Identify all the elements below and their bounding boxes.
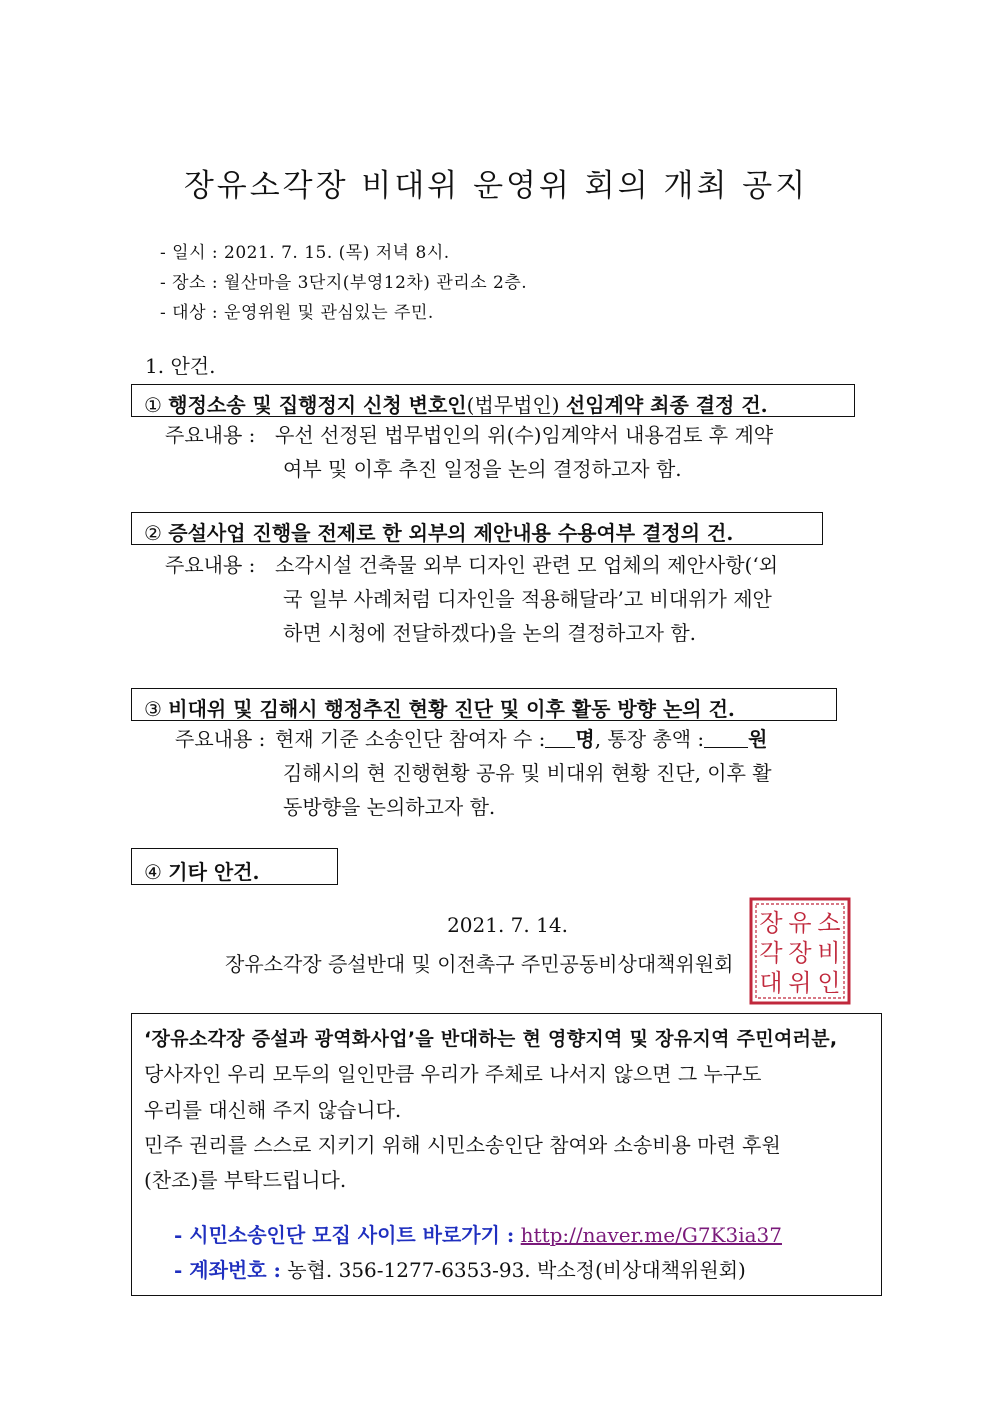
agenda-number: ③: [144, 697, 169, 721]
agenda-detail-1: [165, 418, 865, 488]
agenda-title-paren: (법무법인): [466, 393, 566, 417]
agenda-title: 기타 안건.: [168, 860, 260, 884]
detail-line: 하면 시청에 전달하겠다)을 논의 결정하고자 함.: [283, 621, 697, 645]
seal-char: 소: [817, 909, 841, 937]
seal-char: 장: [788, 939, 812, 967]
notice-text: 당사자인 우리 모두의 일인만큼 우리가 주체로 나서지 않으면 그 누구도: [144, 1062, 762, 1086]
seal-char: 대: [759, 969, 783, 997]
seal-char: 비: [817, 939, 841, 967]
seal-char: 각: [759, 939, 783, 967]
notice-text: 민주 권리를 스스로 지키기 위해 시민소송인단 참여와 소송비용 마련 후원: [144, 1133, 781, 1157]
bank-account-value: 농협. 356-1277-6353-93. 박소정(비상대책위원회): [287, 1258, 746, 1282]
detail-line: 김해시의 현 진행현황 공유 및 비대위 현황 진단, 이후 활: [283, 761, 772, 785]
agenda-item-1: [131, 384, 855, 417]
recruit-site-label: - 시민소송인단 모집 사이트 바로가기 :: [174, 1223, 515, 1247]
bank-account-label: - 계좌번호 :: [174, 1258, 281, 1282]
organization-name: 장유소각장 증설반대 및 이전촉구 주민공동비상대책위원회: [225, 952, 734, 976]
recruit-site-link[interactable]: http://naver.me/G7K3ia37: [520, 1223, 782, 1247]
agenda-detail-3: [175, 722, 865, 826]
account-total-label: , 통장 총액 :: [594, 727, 705, 751]
notice-text: (찬조)를 부탁드립니다.: [144, 1168, 347, 1192]
page-title: 장유소각장 비대위 운영위 회의 개최 공지: [183, 168, 809, 204]
agenda-item-4: [131, 848, 338, 885]
agenda-item-2: [131, 512, 823, 545]
agenda-number: ②: [144, 521, 169, 545]
detail-label: 주요내용 :: [165, 553, 256, 577]
seal-char: 인: [817, 969, 841, 997]
seal-char: 장: [759, 909, 783, 937]
meta-place: - 장소 : 월산마을 3단지(부영12차) 관리소 2층.: [160, 273, 528, 293]
support-notice-box: [131, 1013, 882, 1296]
bank-account-row: [174, 1254, 746, 1283]
detail-label: 주요내용 :: [175, 727, 266, 751]
agenda-title-end: 선임계약 최종 결정 건.: [565, 393, 768, 417]
detail-line: 소각시설 건축물 외부 디자인 관련 모 업체의 제안사항(‘외: [275, 553, 779, 577]
participants-blank: [545, 727, 575, 748]
official-seal-icon: [747, 895, 853, 1007]
participants-unit: 명: [575, 727, 595, 751]
section-heading: 1. 안건.: [145, 354, 216, 378]
account-total-unit: 원: [748, 727, 768, 751]
detail-line-participants: [275, 722, 767, 756]
agenda-title: 비대위 및 김해시 행정추진 현황 진단 및 이후 활동 방향 논의 건.: [168, 697, 735, 721]
detail-line: 여부 및 이후 추진 일정을 논의 결정하고자 함.: [283, 457, 682, 481]
agenda-number: ④: [144, 860, 169, 884]
participants-label: 현재 기준 소송인단 참여자 수 :: [275, 727, 546, 751]
recruit-site-row: [174, 1219, 782, 1248]
notice-text: 우리를 대신해 주지 않습니다.: [144, 1098, 402, 1122]
agenda-title: 행정소송 및 집행정지 신청 변호인: [168, 393, 467, 417]
detail-line: 국 일부 사례처럼 디자인을 적용해달라’고 비대위가 제안: [283, 587, 772, 611]
agenda-item-3: [131, 688, 837, 721]
seal-char: 위: [788, 969, 812, 997]
detail-line: 우선 선정된 법무법인의 위(수)임계약서 내용검토 후 계약: [275, 423, 774, 447]
footer-date: 2021. 7. 14.: [447, 913, 568, 937]
meta-target: - 대상 : 운영위원 및 관심있는 주민.: [160, 303, 434, 323]
seal-char: 유: [788, 909, 812, 937]
meta-date: - 일시 : 2021. 7. 15. (목) 저녁 8시.: [160, 243, 450, 263]
detail-line: 동방향을 논의하고자 함.: [283, 795, 496, 819]
agenda-number: ①: [144, 393, 169, 417]
agenda-detail-2: [165, 548, 865, 652]
detail-label: 주요내용 :: [165, 423, 256, 447]
agenda-title: 증설사업 진행을 전제로 한 외부의 제안내용 수용여부 결정의 건.: [168, 521, 734, 545]
notice-headline: ‘장유소각장 증설과 광역화사업’을 반대하는 현 영향지역 및 장유지역 주민여러분,: [144, 1028, 838, 1050]
account-total-blank: [704, 727, 748, 748]
